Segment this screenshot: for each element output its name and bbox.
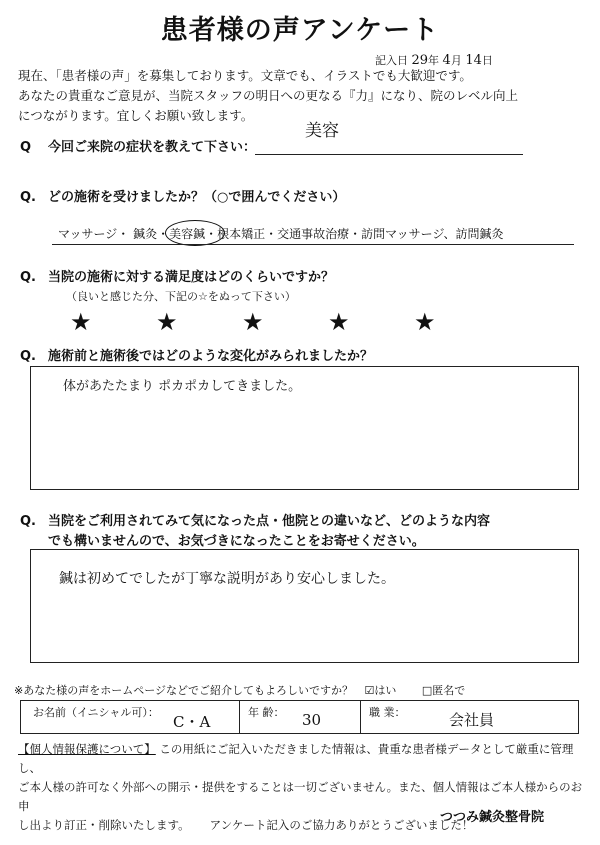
q-marker: Q xyxy=(20,140,32,155)
star-icon[interactable]: ★ xyxy=(328,308,350,336)
page-title: 患者様の声アンケート xyxy=(160,15,440,46)
star-icon[interactable]: ★ xyxy=(242,308,264,336)
question-1-answer[interactable]: 美容 xyxy=(305,121,339,141)
question-3 xyxy=(20,266,334,285)
option-beauty-acupuncture-wrap[interactable] xyxy=(169,225,205,242)
age-value: 30 xyxy=(302,711,322,729)
q-marker: Q. xyxy=(20,514,36,529)
options-underline xyxy=(52,244,574,245)
rating-stars xyxy=(70,310,440,338)
question-4 xyxy=(20,345,373,364)
permission-text: ※あなた様の声をホームページなどでご紹介してもよろしいですか？ xyxy=(14,684,353,697)
name-label: お名前（イニシャル可）： xyxy=(33,706,159,719)
date-year-unit: 年 xyxy=(428,54,440,67)
question-4-answer: 体があたたまり ポカポカしてきました。 xyxy=(63,379,302,394)
intro-line: あなたの貴重なご意見が、当院スタッフの明日への更なる『力』になり、院のレベル向上 xyxy=(18,88,519,103)
question-2-text: どの施術を受けましたか？（○で囲んでください） xyxy=(48,190,346,205)
q-marker: Q. xyxy=(20,349,36,364)
answer-box-4[interactable] xyxy=(30,366,579,490)
question-5-text-1: 当院をご利用されてみて気になった点・他院との違いなど、どのような内容 xyxy=(48,514,491,529)
option-others[interactable]: ・根本矯正・交通事故治療・訪問マッサージ、訪問鍼灸 xyxy=(205,227,504,241)
question-1 xyxy=(20,136,256,155)
date-day: 14 xyxy=(465,53,482,68)
question-3-text: 当院の施術に対する満足度はどのくらいですか？ xyxy=(48,270,335,285)
name-value: C・A xyxy=(173,713,211,731)
job-cell[interactable] xyxy=(361,701,578,733)
intro-line: につながります。宜しくお願い致します。 xyxy=(18,108,254,123)
age-label: 年 齢： xyxy=(248,706,285,719)
star-icon[interactable]: ★ xyxy=(414,308,436,336)
date-month: 4 xyxy=(442,53,451,68)
option-acupuncture[interactable]: 鍼灸 xyxy=(133,227,158,241)
question-5-text-2: でも構いませんので、お気づきになったことをお寄せください。 xyxy=(48,534,425,549)
option-massage[interactable]: マッサージ・ xyxy=(58,227,130,241)
permission-row xyxy=(14,682,465,698)
star-icon[interactable]: ★ xyxy=(156,308,178,336)
job-label: 職 業： xyxy=(369,706,406,719)
question-3-sub: （良いと感じた分、下記の☆をぬって下さい） xyxy=(66,290,296,303)
question-1-text: 今回ご来院の症状を教えて下さい： xyxy=(48,140,257,155)
question-5 xyxy=(20,510,490,529)
intro-line: 現在、「患者様の声」を募集しております。文章でも、イラストでも大歓迎です。 xyxy=(18,68,472,83)
question-2 xyxy=(20,186,345,205)
option-beauty-acupuncture: 美容鍼 xyxy=(169,227,206,241)
clinic-name: つつみ鍼灸整骨院 xyxy=(440,810,545,825)
privacy-line-1: この用紙にご記入いただきました情報は、貴重な患者様データとして厳重に管理し、 xyxy=(18,742,574,775)
date-day-unit: 日 xyxy=(481,54,493,67)
option-separator: ・ xyxy=(157,227,170,241)
personal-info-table xyxy=(20,700,579,734)
date-label: 記入日 xyxy=(375,54,408,67)
treatment-options xyxy=(58,225,503,242)
date-month-unit: 月 xyxy=(450,54,462,67)
q-marker: Q. xyxy=(20,270,36,285)
permission-yes[interactable]: ☑はい xyxy=(364,684,397,697)
name-cell[interactable] xyxy=(21,701,240,733)
question-5-answer: 鍼は初めてでしたが丁寧な説明があり安心しました。 xyxy=(59,571,395,587)
privacy-line-2: ご本人様の許可なく外部への開示・提供をすることは一切ございません。また、個人情報はご本人様からのお申 xyxy=(18,780,583,813)
intro-text xyxy=(18,66,588,126)
question-4-text: 施術前と施術後ではどのような変化がみられましたか？ xyxy=(48,349,374,364)
star-icon[interactable]: ★ xyxy=(70,308,92,336)
answer-line xyxy=(255,154,523,155)
date-year: 29 xyxy=(411,53,429,68)
job-value: 会社員 xyxy=(449,711,495,729)
answer-box-5[interactable] xyxy=(30,549,579,663)
age-cell[interactable] xyxy=(240,701,361,733)
q-marker: Q. xyxy=(20,190,36,205)
permission-anonymous[interactable]: □匿名で xyxy=(421,684,466,697)
thanks-text: アンケート記入のご協力ありがとうございました！ xyxy=(209,818,474,832)
privacy-line-3: し出より訂正・削除いたします。 xyxy=(18,818,190,832)
selected-circle xyxy=(165,220,225,246)
privacy-heading: 【個人情報保護について】 xyxy=(18,742,156,756)
